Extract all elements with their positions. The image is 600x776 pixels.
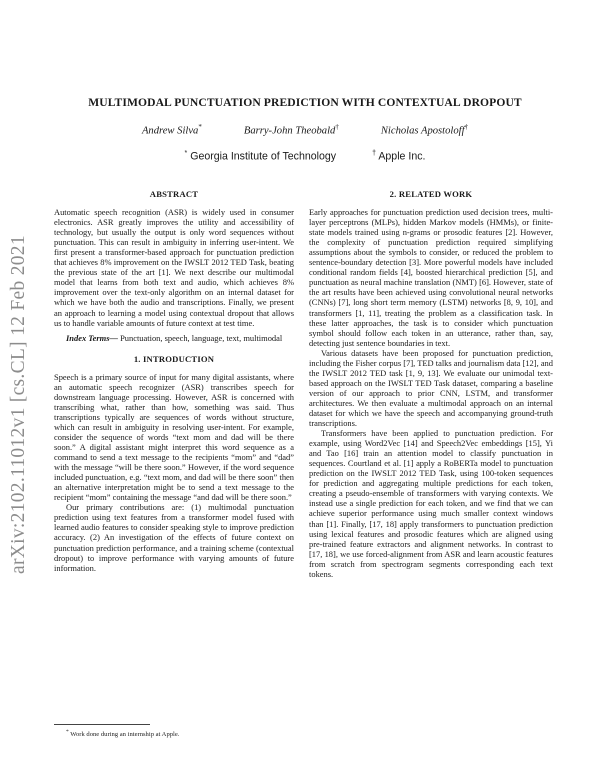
arxiv-identifier[interactable]: arXiv:2102.11012v1 [cs.CL] 12 Feb 2021 xyxy=(8,235,29,574)
index-terms: Index Terms— Punctuation, speech, language, text, multimodal xyxy=(66,332,283,343)
footnote-rule xyxy=(54,724,150,725)
abstract-heading: ABSTRACT xyxy=(149,189,199,199)
author: Nicholas Apostoloff† xyxy=(380,123,469,137)
introduction-heading: 1. INTRODUCTION xyxy=(133,353,215,364)
abstract-body: Automatic speech recognition (ASR) is widely used in consumer electronics. ASR greatly improves the utility and accessibility of technology, but usually the output is only word sequences without punctuation. This can result in ambiguity in inferring user-intent. We first present a transformer-based approach for punctuation prediction that achieves 8% improvement on the IWSLT 2012 TED Task, beating the previous state of the art [1]. We next describe our multimodal model that learns from both text and audio, which achieves 8% improvement over the text-only algorithm on an internal dataset for which we have both the audio and transcriptions. Finally, we present an approach to learning a model using contextual dropout that allows us to handle variable amounts of future context at test time. xyxy=(54,207,294,328)
related-work-paragraph: Transformers have been applied to punctuation prediction. For example, using Word2Vec [14] and Speech2Vec embeddings [15], Yi and Tao [16] train an attention model to classify punctuation in sequences. Courtland et al. [1] apply a RoBERTa model to punctuation prediction on the IWSLT 2012 TED Task, using 100-token sequences for prediction and aggregating multiple predictions for each token, creating a pseudo-ensemble of transformers with varying contexts. We instead use a single prediction for each token, and we find that we can achieve superior performance using much smaller context windows than [1]. Finally, [17, 18] apply transformers to punctuation prediction using lexical features and prosodic features which are aligned using pre-trained feature extractors and alignment networks. In contrast to [17, 18], we use forced-alignment from ASR and learn acoustic features from scratch from spectrogram segments corresponding each text tokens. xyxy=(309,428,553,579)
author: Barry-John Theobald† xyxy=(243,123,339,137)
introduction-paragraph: Our primary contributions are: (1) multimodal punctuation prediction using text features from a transformer model fused with learned audio features to consider speaking style to improve prediction accuracy. (2) An investigation of the effects of future context on punctuation prediction performance, and a training scheme (contextual dropout) to improve performance with varying amounts of future information. xyxy=(54,502,294,573)
author-list xyxy=(40,123,570,137)
author: Andrew Silva* xyxy=(141,123,202,137)
affiliation: † Apple Inc. xyxy=(372,150,426,163)
introduction-paragraph: Speech is a primary source of input for many digital assistants, where an automatic speech recognizer (ASR) transcribes speech for downstream language processing. However, ASR is concerned with transcribing what, rather than how, something was said. Thus transcriptions typically are sequences of words without structure, which can result in ambiguity in resolving user-intent. For example, consider the sequence of words “text mom and dad will be there soon.” A digital assistant might interpret this word sequence as a command to send a text message to the recipients “mom” and “dad” with the message “will be there soon.” However, if the word sequence included punctuation, e.g. “text mom, and dad will be there soon” then an alternative interpretation might be to send a text message to the recipient “mom” containing the message “and dad will be there soon.” xyxy=(54,371,294,503)
affiliation: * Georgia Institute of Technology xyxy=(184,150,337,163)
paper-title: MULTIMODAL PUNCTUATION PREDICTION WITH CONTEXTUAL DROPOUT xyxy=(88,96,522,109)
left-column xyxy=(54,189,294,573)
right-column xyxy=(309,189,553,579)
footnote: * Work done during an internship at Apple. xyxy=(66,729,180,739)
related-work-heading: 2. RELATED WORK xyxy=(389,189,473,199)
affiliation-list xyxy=(40,150,570,163)
related-work-paragraph: Various datasets have been proposed for punctuation prediction, including the Fisher corpus [7], TED talks and journalism data [12], and the IWSLT 2012 TED task [1, 9, 13]. We evaluate our unimodal text-based approach on the IWSLT TED Task dataset, comparing a baseline version of our approach to prior CNN, LSTM, and transformer architectures. We then evaluate a multimodal approach on an internal dataset for which we have the speech and accompanying ground-truth transcriptions. xyxy=(309,347,553,429)
related-work-paragraph: Early approaches for punctuation prediction used decision trees, multi-layer perceptrons (MLPs), hidden Markov models (HMMs), or finite-state models trained using n-grams or prosodic features [2]. However, the complexity of punctuation prediction required simplifying assumptions about the symbols to consider, or reduced the problem to sentence-boundary detection [3]. More powerful models have included conditional random fields [4], boosted hierarchical prediction [5], and punctuation as neural machine translation (NMT) [6]. However, state of the art results have been achieved using convolutional neural networks (CNNs) [7], long short term memory (LSTM) networks [8, 9, 10], and transformers [1, 11], treating the problem as a classification task. In these latter approaches, the task is to consider which punctuation symbol should follow each token in an utterance, rather than, say, detecting just sentence boundaries in text. xyxy=(309,207,553,348)
